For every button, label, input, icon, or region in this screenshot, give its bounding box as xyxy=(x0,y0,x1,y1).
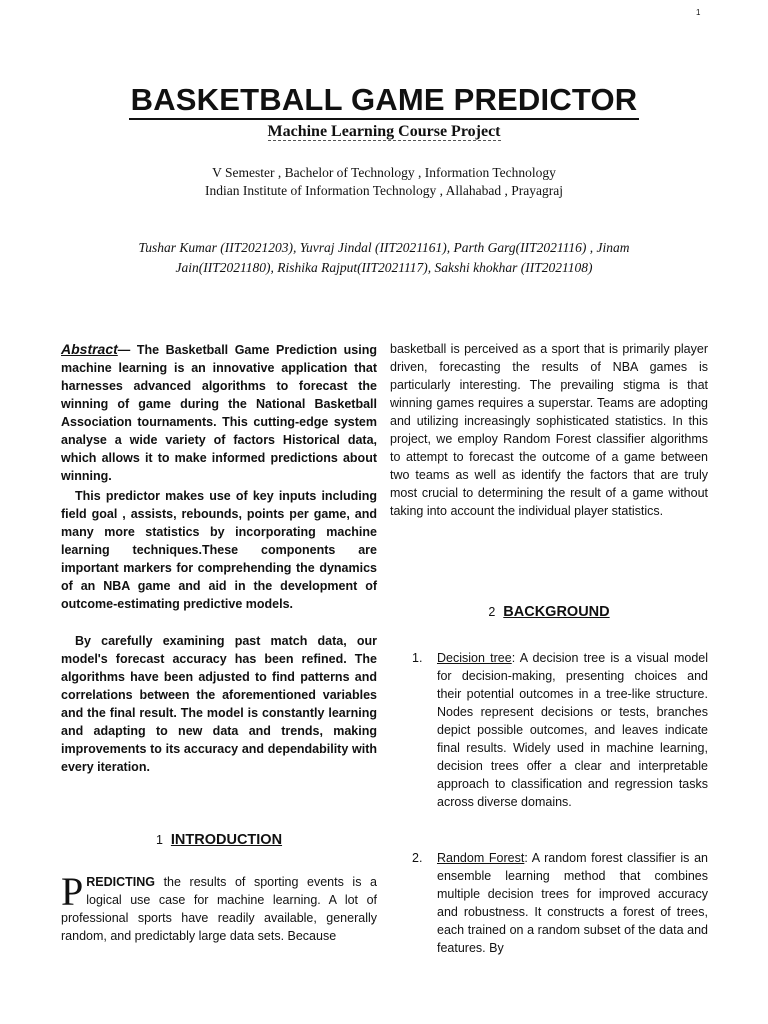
section-heading-background xyxy=(390,604,708,620)
list-term: Decision tree xyxy=(437,651,512,665)
abstract-paragraph-3: By carefully examining past match data, our model's forecast accuracy has been refined. The algorithms have been adjusted to find patterns and correlations between the aforementioned variables and the final result. The model is constantly learning and adapting to new data and trends, making improvements to its accuracy and dependability with every iteration. xyxy=(61,634,377,774)
intro-text: the results of sporting events is a logical use case for machine learning. A lot of professional sports have readily available, generally random, and predictably large data sets. Because xyxy=(61,875,377,943)
section-number: 2 xyxy=(488,605,496,619)
paper-subtitle-text: Machine Learning Course Project xyxy=(267,123,501,140)
list-item-text xyxy=(437,649,708,811)
page-number: 1 xyxy=(696,8,701,17)
list-description: : A decision tree is a visual model for decision-making, presenting choices and their potential outcomes in a tree-like structure. Nodes represent decisions or tests, branches depict possible outcomes, and leaves indicate final results. Widely used in machine learning, decision trees offer a clear and interpretable approach to classification and regression tasks across diverse domains. xyxy=(437,651,709,809)
list-item-text xyxy=(437,849,708,957)
paper-title-text: BASKETBALL GAME PREDICTOR xyxy=(129,82,640,120)
section-title: INTRODUCTION xyxy=(170,832,283,848)
author-list: Tushar Kumar (IIT2021203), Yuvraj Jindal (IIT2021161), Parth Garg(IIT2021116) , Jinam Jain(IIT2021180), Rishika Rajput(IIT2021117), Sakshi khokhar (IIT2021108) xyxy=(138,240,630,275)
list-term: Random Forest xyxy=(437,851,525,865)
intro-lead-word: REDICTING xyxy=(86,875,155,889)
abstract-text-1: The Basketball Game Prediction using machine learning is an innovative application that harnesses advanced algorithms to forecast the winning of game during the National Basketball Association tournaments. This cutting-edge system analyse a wide variety of factors Historical data, which allows it to make informed predictions about winning. xyxy=(61,343,377,483)
abstract-paragraph-1 xyxy=(61,340,377,485)
section-heading-introduction xyxy=(61,832,377,848)
section-title: BACKGROUND xyxy=(503,604,610,620)
list-item xyxy=(412,849,708,957)
abstract-paragraph-2: This predictor makes use of key inputs including field goal , assists, rebounds, points per game, and many more statistics by incorporating machine learning techniques.These components are important markers for comprehending the dynamics of an NBA game and aid in the development of outcome-estimating predictive models. xyxy=(61,489,377,611)
introduction-paragraph xyxy=(61,869,377,945)
drop-cap: P xyxy=(61,869,84,914)
list-item xyxy=(412,649,708,811)
affiliation-line-2: Indian Institute of Information Technology , Allahabad , Prayagraj xyxy=(205,183,563,198)
abstract-dash: — xyxy=(117,343,131,357)
paper-title xyxy=(0,82,768,118)
abstract-label: Abstract xyxy=(61,341,118,357)
paper-subtitle xyxy=(0,123,768,141)
list-number: 1. xyxy=(412,651,423,665)
list-description: : A random forest classifier is an ensemble learning method that combines multiple decision trees for improved accuracy and robustness. It constructs a forest of trees, each trained on a random subset of the data and features. By xyxy=(437,851,708,955)
section-number: 1 xyxy=(155,833,163,847)
introduction-continued: basketball is perceived as a sport that is primarily player driven, forecasting the results of NBA games is particularly interesting. The prevailing stigma is that winning games requires a superstar. Teams are adopting and utilizing increasingly sophisticated statistics. In this project, we employ Random Forest classifier algorithms to attempt to forecast the outcome of a game between two teams as well as identify the factors that are truly most crucial to determining the result of a game without taking into account the individual player statistics. xyxy=(390,342,708,518)
affiliation-line-1: V Semester , Bachelor of Technology , Information Technology xyxy=(212,165,556,180)
list-number: 2. xyxy=(412,851,423,865)
